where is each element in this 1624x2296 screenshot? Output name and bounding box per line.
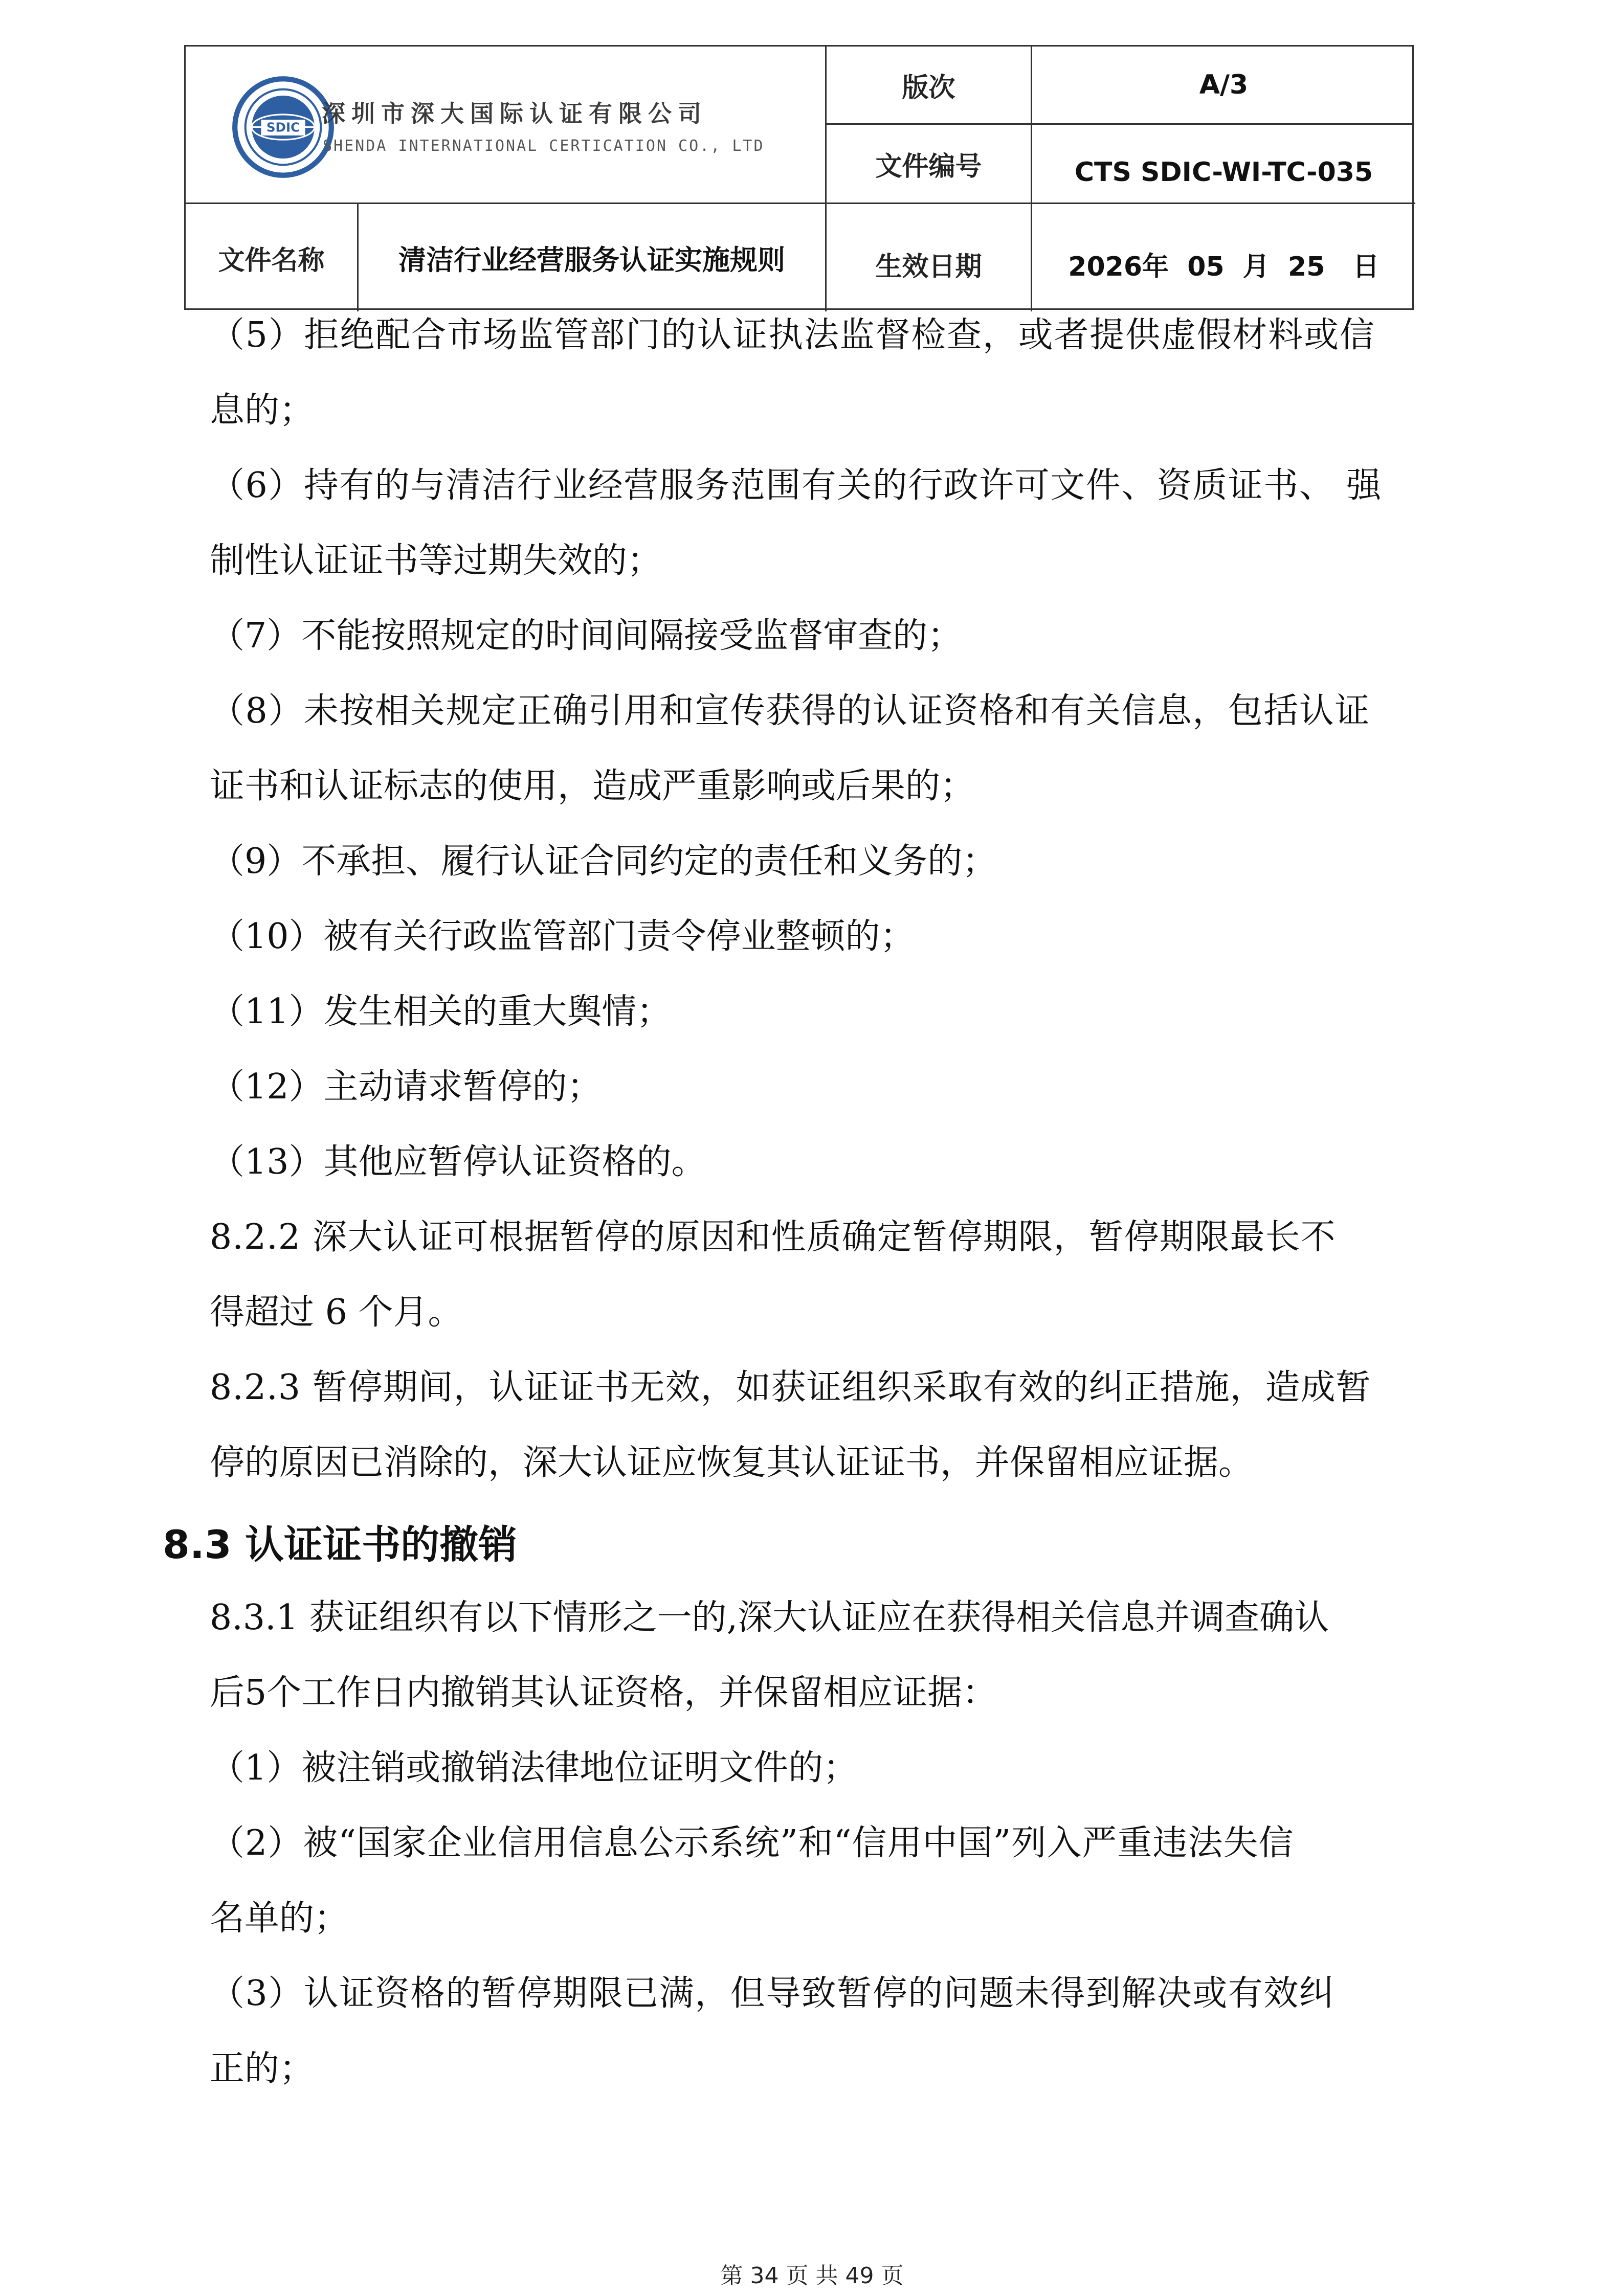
effective-date-label: 生效日期 — [875, 251, 982, 282]
effective-date-value: 2026年 05 月 25 日 — [1068, 251, 1380, 282]
body-line: （11）发生相关的重大舆情； — [210, 992, 672, 1032]
body-line: （7）不能按照规定的时间间隔接受监督审查的； — [210, 616, 963, 656]
body-line: （10）被有关行政监管部门责令停业整顿的； — [210, 916, 915, 957]
body-line: （13）其他应暂停认证资格的。 — [210, 1142, 706, 1182]
footer-suffix: 页 — [881, 2263, 904, 2289]
body-line: 正的； — [210, 2049, 315, 2089]
body-line: （5）拒绝配合市场监管部门的认证执法监督检查，或者提供虚假材料或信 — [210, 315, 1375, 355]
body-line: 息的； — [210, 390, 315, 431]
document-header-table — [184, 45, 1414, 310]
body-line: 证书和认证标志的使用，造成严重影响或后果的； — [210, 766, 975, 806]
company-name-cn: 深圳市深大国际认证有限公司 — [322, 100, 707, 127]
doc-number-value: CTS SDIC-WI-TC-035 — [1074, 157, 1373, 188]
footer-mid: 页 共 — [786, 2263, 838, 2289]
total-pages-number: 49 — [845, 2263, 874, 2289]
body-line: 8.2.2 深大认证可根据暂停的原因和性质确定暂停期限，暂停期限最长不 — [210, 1217, 1336, 1257]
company-name-en: SHENDA INTERNATIONAL CERTICATION CO., LTD — [323, 137, 765, 155]
body-line: （9）不承担、履行认证合同约定的责任和义务的； — [210, 841, 997, 882]
body-line: （1）被注销或撤销法律地位证明文件的； — [210, 1748, 858, 1788]
page-footer — [0, 2257, 1624, 2290]
current-page-number: 34 — [750, 2263, 779, 2289]
logo-text: SDIC — [266, 120, 300, 135]
company-seal-icon — [231, 75, 336, 179]
body-line: 名单的； — [210, 1898, 349, 1939]
body-line: （8）未按相关规定正确引用和宣传获得的认证资格和有关信息，包括认证 — [210, 691, 1370, 731]
doc-name-value: 清洁行业经营服务认证实施规则 — [398, 243, 785, 276]
version-label: 版次 — [902, 72, 955, 103]
body-line: （2）被“国家企业信用信息公示系统”和“信用中国”列入严重违法失信 — [210, 1823, 1294, 1863]
footer-prefix: 第 — [720, 2263, 743, 2289]
doc-name-label: 文件名称 — [218, 245, 325, 276]
company-logo — [231, 75, 819, 202]
body-line: 得超过 6 个月。 — [210, 1292, 463, 1333]
section-heading-8-3: 8.3 认证证书的撤销 — [163, 1522, 518, 1567]
body-line: 8.2.3 暂停期间，认证证书无效，如获证组织采取有效的纠正措施，造成暂 — [210, 1367, 1371, 1408]
body-line: （6）持有的与清洁行业经营服务范围有关的行政许可文件、资质证书、 强 — [210, 465, 1382, 506]
body-line: （12）主动请求暂停的； — [210, 1067, 602, 1107]
body-line: 制性认证证书等过期失效的； — [210, 541, 662, 581]
version-value: A/3 — [1199, 70, 1249, 100]
body-line: 后5个工作日内撤销其认证资格，并保留相应证据： — [210, 1673, 997, 1713]
body-line: （3）认证资格的暂停期限已满，但导致暂停的问题未得到解决或有效纠 — [210, 1973, 1335, 2014]
doc-number-label: 文件编号 — [875, 151, 982, 182]
body-line: 停的原因已消除的，深大认证应恢复其认证证书，并保留相应证据。 — [210, 1443, 1254, 1483]
body-line: 8.3.1 获证组织有以下情形之一的,深大认证应在获得相关信息并调查确认 — [210, 1597, 1329, 1638]
